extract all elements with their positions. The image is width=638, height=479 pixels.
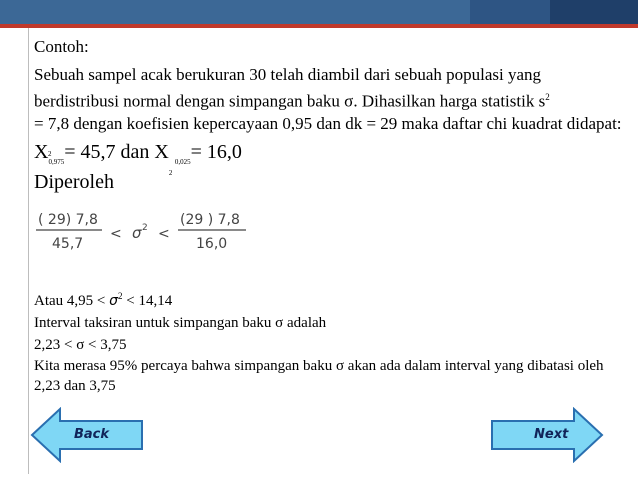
chi-end: = 16,0 [190,140,242,163]
formula-denominator-1: 45,7 [52,236,84,252]
sigma-superscript: 2 [118,291,123,301]
line-atau [34,285,624,312]
next-button[interactable] [490,407,604,463]
formula-numerator-1: ( 29) 7,8 [38,212,98,228]
paragraph-2: = 7,8 dengan koefisien kepercayaan 0,95 dan dk = 29 maka daftar chi kuadrat didapat: [34,113,622,133]
chi-sup: 2 [48,149,52,158]
chi-mid: = 45,7 dan X [64,140,169,163]
accent-line [0,24,638,28]
diperoleh-label: Diperoleh [34,170,114,193]
less-than-symbol: < [158,226,170,242]
less-than-symbol: < [110,226,122,242]
line-range: 2,23 < σ < 3,75 [34,337,127,353]
back-label: Back [74,427,110,442]
chi-symbol-1 [34,139,52,165]
chi-sub: 0,025 [174,157,191,166]
chi-square-values [34,139,624,177]
header-bar [0,0,638,24]
header-segment [550,0,638,24]
heading: Contoh: [34,37,89,56]
line-interval: Interval taksiran untuk simpangan baku σ adalah [34,315,327,331]
chi-letter: X [34,140,49,163]
header-segment [470,0,550,24]
chi-sub: 0,975 [48,157,65,166]
atau-start: Atau 4,95 < [34,293,106,309]
slide-content [34,36,624,195]
formula-numerator-2: (29 ) 7,8 [180,212,240,228]
sigma-superscript: 2 [142,223,148,233]
line-conclusion: Kita merasa 95% percaya bahwa simpangan baku σ akan ada dalam interval yang dibatasi oleh 2,23 dan 3,75 [34,358,604,394]
chi-sup: 2 [168,168,173,177]
header-segment [0,0,470,24]
superscript: 2 [545,92,550,102]
inequality-formula [34,208,254,258]
sigma-symbol: σ [109,293,118,309]
paragraph-1-text: Sebuah sampel acak berukuran 30 telah diambil dari sebuah populasi yang berdistribusi normal dengan simpangan baku σ. Dihasilkan harga statistik s [34,65,546,111]
paragraph-1 [34,64,624,113]
sigma-symbol: σ [132,224,142,242]
formula-denominator-2: 16,0 [196,236,228,252]
result-lines [34,285,624,396]
atau-end: < 14,14 [126,293,173,309]
next-label: Next [534,427,569,442]
left-margin-line [28,28,29,474]
back-button[interactable] [30,407,144,463]
